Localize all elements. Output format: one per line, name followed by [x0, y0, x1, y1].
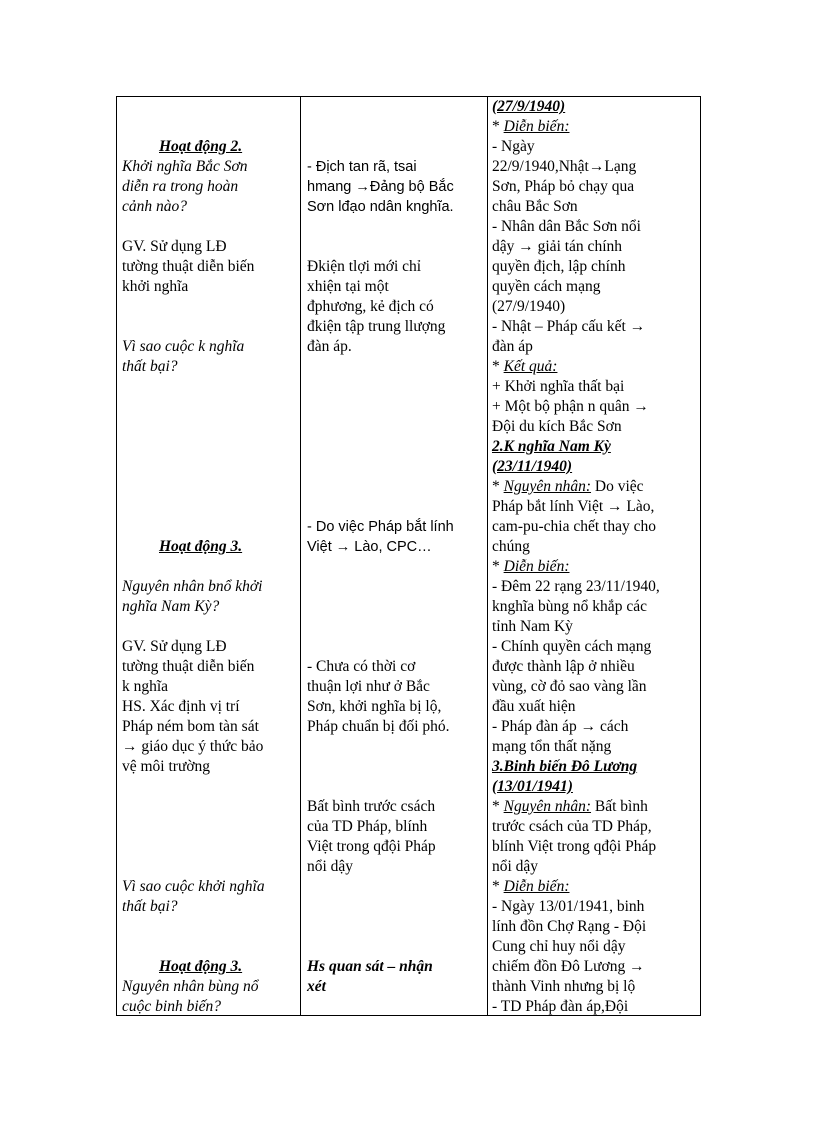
content-text: Do việc — [591, 478, 644, 495]
content-line: đàn áp — [492, 338, 533, 355]
content-line: - Pháp đàn áp → cách — [492, 718, 629, 735]
content-line: quyền địch, lập chính — [492, 258, 626, 275]
nguyen-nhan-label: Nguyên nhân: — [503, 478, 592, 495]
activity-3b-title: Hoạt động 3. — [159, 958, 243, 975]
content-line: Cung chỉ huy nổi dậy — [492, 938, 626, 955]
content-line: (27/9/1940) — [492, 298, 566, 315]
failure-question: Vì sao cuộc k nghĩa — [122, 338, 245, 355]
content-line: vùng, cờ đỏ sao vàng lần — [492, 678, 647, 695]
content-line: quyền cách mạng — [492, 278, 601, 295]
content-line: - Ngày — [492, 138, 535, 155]
teacher-note: → giáo dục ý thức bảo — [122, 738, 264, 755]
nguyen-nhan-label: Nguyên nhân: — [503, 798, 592, 815]
section-heading: (13/01/1941) — [492, 778, 573, 795]
column-divider-1 — [300, 97, 301, 1015]
teacher-note: k nghĩa — [122, 678, 169, 695]
content-line: đầu xuất hiện — [492, 698, 576, 715]
answer-text: Việt → Lào, CPC… — [307, 539, 432, 555]
activity-2-title: Hoạt động 2. — [159, 138, 243, 155]
content-line: trước csách của TD Pháp, — [492, 818, 652, 835]
answer-text: hmang →Đảng bộ Bắc — [307, 179, 454, 195]
activity-2-question: cảnh nào? — [122, 198, 188, 215]
content-line: + Khởi nghĩa thất bại — [492, 378, 625, 395]
section-heading: 3.Binh biến Đô Lương — [492, 758, 638, 775]
teacher-note: tường thuật diễn biến — [122, 658, 255, 675]
teacher-note: Pháp ném bom tàn sát — [122, 718, 259, 735]
ket-qua-label: Kết quả: — [503, 358, 558, 375]
answer-text: đphương, kẻ địch có — [307, 298, 434, 315]
content-line: - Nhật – Pháp cấu kết → — [492, 318, 646, 335]
teacher-note: HS. Xác định vị trí — [122, 698, 240, 715]
content-line: - Nhân dân Bắc Sơn nổi — [492, 218, 641, 235]
content-line: chiếm đồn Đô Lương → — [492, 958, 645, 975]
content-line: châu Bắc Sơn — [492, 198, 578, 215]
content-line: chúng — [492, 538, 530, 555]
content-line: mạng tổn thất nặng — [492, 738, 612, 755]
section-label-line: * Diễn biến: — [492, 558, 570, 575]
failure-question: thất bại? — [122, 898, 178, 915]
content-line: - Đêm 22 rạng 23/11/1940, — [492, 578, 660, 595]
section-label-line: * Nguyên nhân: Do việc — [492, 478, 644, 495]
answer-text: đkiện tập trung llượng — [307, 318, 446, 335]
activity-3b-question: cuộc binh biến? — [122, 998, 222, 1015]
content-line: knghĩa bùng nổ khắp các — [492, 598, 647, 615]
content-line: - TD Pháp đàn áp,Đội — [492, 998, 629, 1015]
answer-text: nổi dậy — [307, 858, 354, 875]
content-line: blính Việt trong qđội Pháp — [492, 838, 657, 855]
answer-text: thuận lợi như ở Bắc — [307, 678, 430, 695]
lesson-table — [116, 96, 701, 1016]
content-line: thành Vinh nhưng bị lộ — [492, 978, 636, 995]
activity-2-question: diễn ra trong hoàn — [122, 178, 239, 195]
content-line: - Chính quyền cách mạng — [492, 638, 652, 655]
dien-bien-label: Diễn biến: — [503, 878, 570, 895]
section-heading: 2.K nghĩa Nam Kỳ — [492, 438, 611, 455]
dien-bien-label: Diễn biến: — [503, 118, 570, 135]
content-line: - Ngày 13/01/1941, binh — [492, 898, 645, 915]
content-line: tỉnh Nam Kỳ — [492, 618, 573, 635]
answer-text: - Chưa có thời cơ — [307, 658, 416, 675]
failure-question: Vì sao cuộc khởi nghĩa — [122, 878, 265, 895]
content-line: cam-pu-chia chết thay cho — [492, 518, 656, 535]
section-heading: (23/11/1940) — [492, 458, 573, 475]
teacher-note: tường thuật diễn biến — [122, 258, 255, 275]
content-line: + Một bộ phận n quân → — [492, 398, 649, 415]
activity-3-question: Nguyên nhân bnổ khởi — [122, 578, 263, 595]
dien-bien-label: Diễn biến: — [503, 558, 570, 575]
answer-text: Đkiện tlợi mới chỉ — [307, 258, 422, 275]
answer-text: Bất bình trước csách — [307, 798, 436, 815]
date-heading: (27/9/1940) — [492, 98, 566, 115]
answer-text: Sơn, khởi nghĩa bị lộ, — [307, 698, 442, 715]
section-label-line: * Diễn biến: — [492, 118, 570, 135]
activity-3-title: Hoạt động 3. — [159, 538, 243, 555]
student-activity-note: xét — [307, 978, 326, 995]
content-line: Sơn, Pháp bỏ chạy qua — [492, 178, 635, 195]
teacher-note: GV. Sử dụng LĐ — [122, 638, 227, 655]
content-line: Đội du kích Bắc Sơn — [492, 418, 622, 435]
answer-text: của TD Pháp, blính — [307, 818, 428, 835]
column-divider-2 — [487, 97, 488, 1015]
student-activity-note: Hs quan sát – nhận — [307, 958, 433, 975]
section-label-line: * Nguyên nhân: Bất bình — [492, 798, 648, 815]
answer-text: Pháp chuẩn bị đối phó. — [307, 718, 450, 735]
section-label-line: * Kết quả: — [492, 358, 558, 375]
answer-text: Sơn lđạo ndân knghĩa. — [307, 199, 454, 215]
teacher-note: vệ môi trường — [122, 758, 211, 775]
answer-text: xhiện tại một — [307, 278, 389, 295]
content-line: dậy → giải tán chính — [492, 238, 622, 255]
failure-question: thất bại? — [122, 358, 178, 375]
content-line: lính đồn Chợ Rạng - Đội — [492, 918, 647, 935]
section-label-line: * Diễn biến: — [492, 878, 570, 895]
answer-text: - Do việc Pháp bắt lính — [307, 519, 454, 535]
activity-3b-question: Nguyên nhân bùng nổ — [122, 978, 259, 995]
teacher-note: GV. Sử dụng LĐ — [122, 238, 227, 255]
content-line: 22/9/1940,Nhật→Lạng — [492, 158, 637, 175]
content-line: nổi dậy — [492, 858, 539, 875]
answer-text: - Địch tan rã, tsai — [307, 159, 417, 175]
answer-text: đàn áp. — [307, 338, 352, 355]
content-text: Bất bình — [591, 798, 648, 815]
activity-3-question: nghĩa Nam Kỳ? — [122, 598, 220, 615]
answer-text: Việt trong qđội Pháp — [307, 838, 436, 855]
teacher-note: khởi nghĩa — [122, 278, 189, 295]
content-line: Pháp bắt lính Việt → Lào, — [492, 498, 655, 515]
activity-2-question: Khởi nghĩa Bắc Sơn — [122, 158, 248, 175]
content-line: được thành lập ở nhiều — [492, 658, 635, 675]
